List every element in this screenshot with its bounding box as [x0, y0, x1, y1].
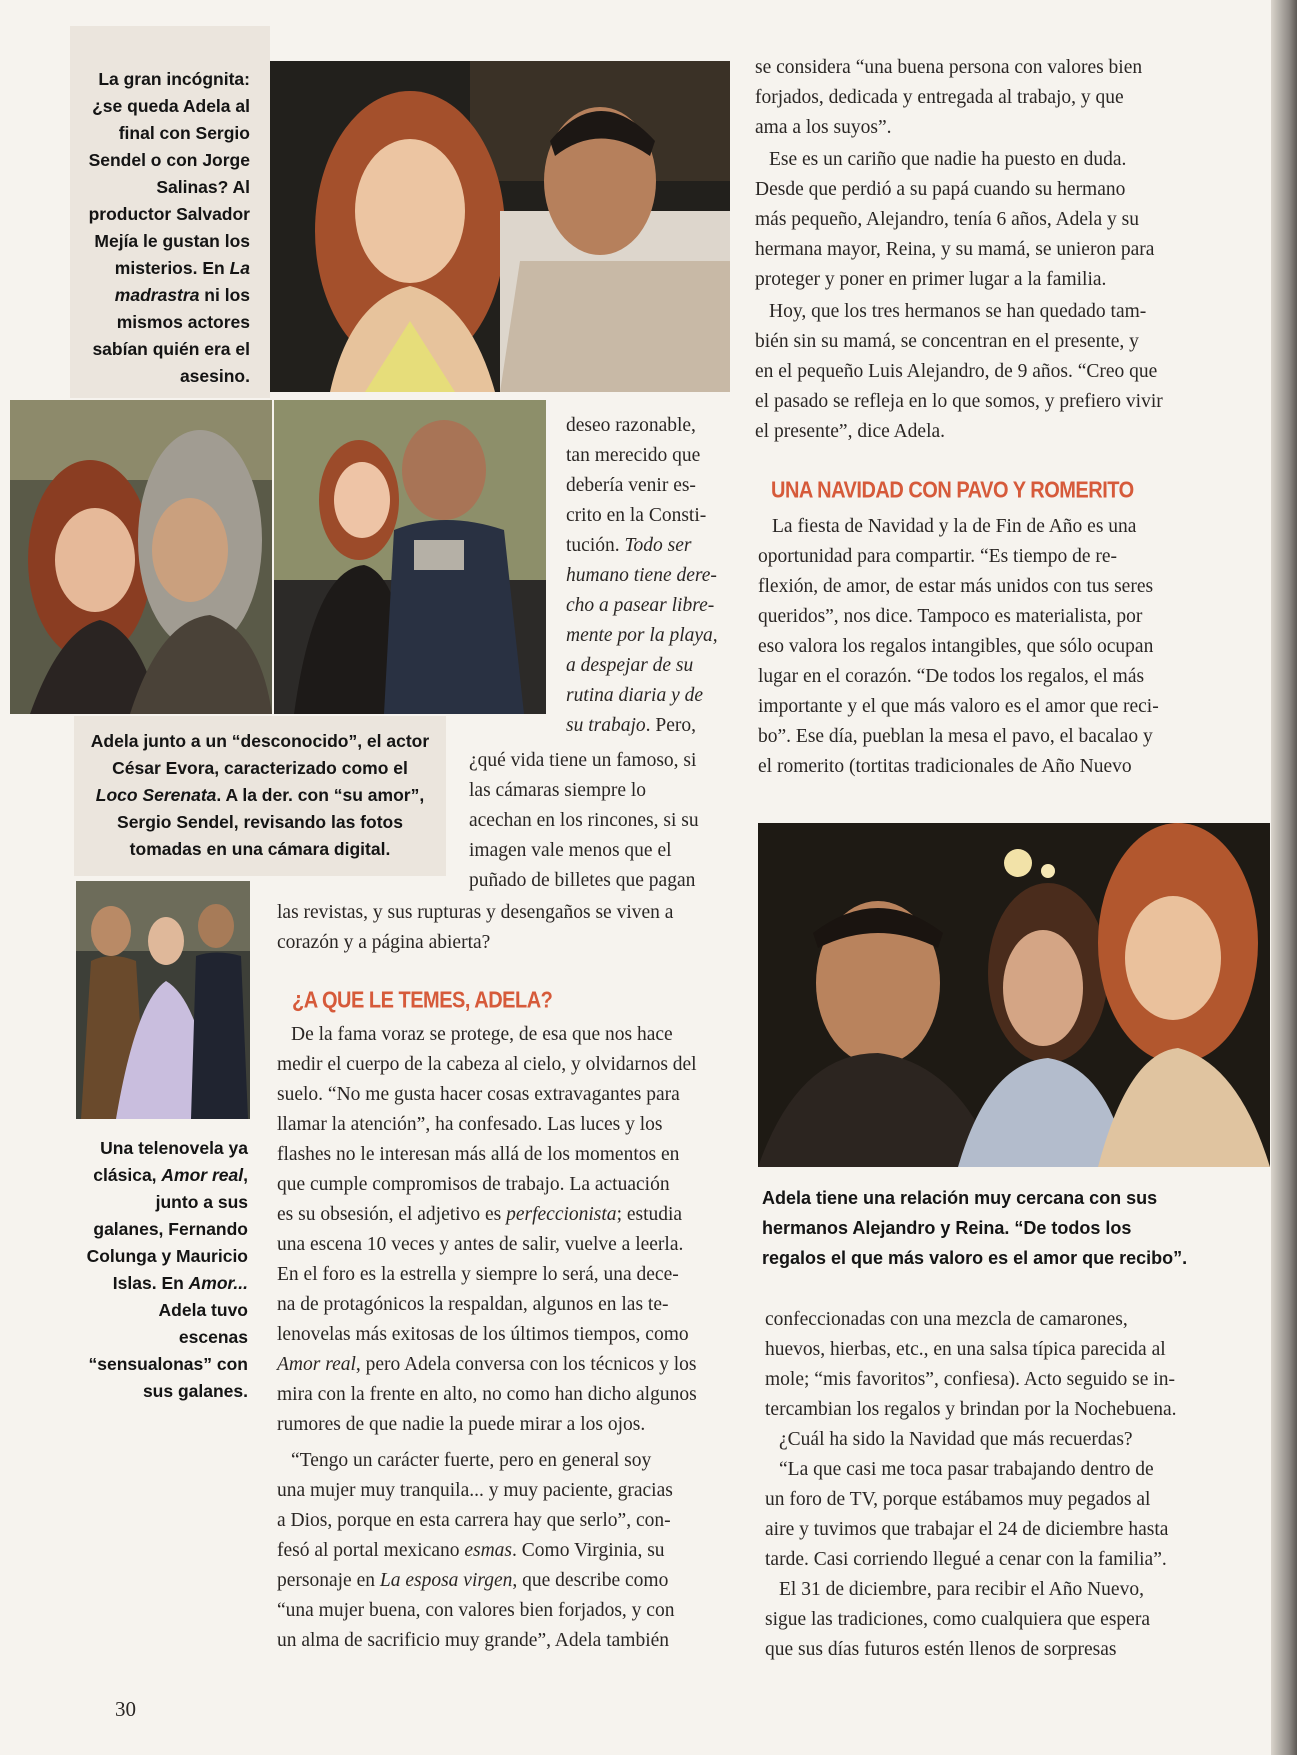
caption-line: final con Sergio [118, 123, 250, 143]
text-line: bién sin su mamá, se concentran en el presente, y [755, 331, 1139, 352]
caption-italic: madrastra [114, 285, 200, 305]
text-line: ama a los suyos”. [755, 117, 892, 138]
text-line: corazón y a página abierta? [277, 932, 491, 953]
caption-line: Sergio Sendel, revisando las fotos [117, 812, 403, 832]
caption-top-left [72, 66, 250, 390]
caption-line: Adela tuvo [158, 1300, 248, 1320]
article-right-column-bottom [765, 1305, 1220, 1665]
text-line: mole; “mis favoritos”, confiesa). Acto seguido se in- [765, 1369, 1175, 1390]
photo-adela-hermanos [758, 823, 1270, 1167]
text-line: puñado de billetes que pagan [469, 870, 696, 891]
text-line: oportunidad para compartir. “Es tiempo de re- [758, 546, 1117, 567]
caption-line: Salinas? Al [156, 177, 250, 197]
page-number: 30 [115, 1697, 136, 1721]
text-line: deseo razonable, [566, 415, 696, 436]
caption-line: hermanos Alejandro y Reina. “De todos los [762, 1218, 1132, 1238]
photo-adela-jorge-salinas [270, 61, 730, 392]
text-line: acechan en los rincones, si su [469, 810, 699, 831]
text-italic: La esposa virgen [379, 1570, 513, 1591]
article-wrap-column [469, 746, 732, 896]
caption-line: La gran incógnita: [98, 69, 250, 89]
caption-line: , [243, 1165, 248, 1185]
text-line: La fiesta de Navidad y la de Fin de Año es una [772, 516, 1137, 537]
text-line: bo”. Ese día, pueblan la mesa el pavo, el bacalao y [758, 726, 1153, 747]
article-right-column-navidad [758, 512, 1213, 782]
text-line: ; estudia [616, 1204, 683, 1225]
text-line: sigue las tradiciones, como cualquiera que espera [765, 1609, 1150, 1630]
text-italic: cho a pasear libre- [566, 595, 715, 616]
text-line: Ese es un cariño que nadie ha puesto en duda. [769, 149, 1127, 170]
caption-line: Colunga y Mauricio [86, 1246, 248, 1266]
caption-line: Mejía le gustan los [94, 231, 250, 251]
text-line: personaje en [277, 1570, 380, 1591]
text-italic: Todo ser [624, 535, 692, 556]
caption-line: Adela junto a un “desconocido”, el actor [90, 731, 430, 751]
text-line: las cámaras siempre lo [469, 780, 647, 801]
text-line: lenovelas más exitosas de los últimos tiempos, como [277, 1324, 689, 1345]
text-line: huevos, hierbas, etc., en una salsa típica parecida al [765, 1339, 1166, 1360]
text-line: el pasado se refleja en lo que somos, y prefiero vivir [755, 391, 1163, 412]
text-line: un alma de sacrificio muy grande”, Adela también [277, 1630, 670, 1651]
text-line: el romerito (tortitas tradicionales de Año Nuevo [758, 756, 1132, 777]
text-line: aire y tuvimos que trabajar el 24 de diciembre hasta [765, 1519, 1169, 1540]
text-line: medir el cuerpo de la cabeza al cielo, y olvidarnos del [277, 1054, 697, 1075]
photo-adela-cesar-evora [10, 400, 272, 714]
caption-line: Adela tiene una relación muy cercana con sus [762, 1188, 1158, 1208]
caption-line: ¿se queda Adela al [92, 96, 250, 116]
text-line: debería venir es- [566, 475, 696, 496]
text-line: tercambian los regalos y brindan por la Nochebuena. [765, 1399, 1177, 1420]
text-line: se considera “una buena persona con valores bien [755, 57, 1143, 78]
text-line: . Pero, [645, 715, 697, 736]
text-line: , que describe como [512, 1570, 669, 1591]
text-line: en el pequeño Luis Alejandro, de 9 años. “Creo que [755, 361, 1158, 382]
caption-line: tomadas en una cámara digital. [129, 839, 391, 859]
text-line: rumores de que nadie la puede mirar a los ojos. [277, 1414, 646, 1435]
text-line: que sus días futuros estén llenos de sorpresas [765, 1639, 1117, 1660]
caption-line: mismos actores [116, 312, 250, 332]
text-line: crito en la Consti- [566, 505, 707, 526]
text-italic: esmas [464, 1540, 513, 1561]
text-line: el presente”, dice Adela. [755, 421, 946, 442]
caption-line: regalos el que más valoro es el amor que recibo”. [762, 1248, 1188, 1268]
caption-line: junto a sus [155, 1192, 248, 1212]
text-line: un foro de TV, porque estábamos muy pegados al [765, 1489, 1151, 1510]
text-line: tarde. Casi corriendo llegué a cenar con la familia”. [765, 1549, 1167, 1570]
text-line: lugar en el corazón. “De todos los regalos, el más [758, 666, 1145, 687]
text-line: flashes no le interesan más allá de los momentos en [277, 1144, 680, 1165]
text-line: queridos”, nos dice. Tampoco es materialista, por [758, 606, 1143, 627]
text-line: Hoy, que los tres hermanos se han quedado tam- [769, 301, 1147, 322]
caption-middle-left [74, 728, 446, 863]
caption-italic: La [229, 258, 250, 278]
text-line: ¿Cuál ha sido la Navidad que más recuerdas? [779, 1429, 1133, 1450]
caption-line: . A la der. con “su amor”, [216, 785, 425, 805]
caption-line: Islas. En [112, 1273, 189, 1293]
text-line: na de protagónicos la respaldan, algunos en las te- [277, 1294, 669, 1315]
caption-italic: Loco Serenata [95, 785, 217, 805]
text-line: De la fama voraz se protege, de esa que nos hace [291, 1024, 673, 1045]
caption-line: Sendel o con Jorge [88, 150, 250, 170]
article-middle-column [277, 1020, 736, 1656]
text-line: flexión, de amor, de estar más unidos con tus seres [758, 576, 1154, 597]
text-line: . Como Virginia, su [512, 1540, 665, 1561]
text-line: “Tengo un carácter fuerte, pero en general soy [291, 1450, 652, 1471]
text-line: tución. [566, 535, 625, 556]
text-line: imagen vale menos que el [469, 840, 672, 861]
text-line: mira con la frente en alto, no como han dicho algunos [277, 1384, 697, 1405]
text-line: forjados, dedicada y entregada al trabajo, y que [755, 87, 1124, 108]
text-line: suelo. “No me gusta hacer cosas extravagantes para [277, 1084, 680, 1105]
text-line: “una mujer buena, con valores bien forjados, y con [277, 1600, 675, 1621]
caption-line: asesino. [179, 366, 250, 386]
photo-adela-sergio-sendel [274, 400, 546, 714]
text-italic: perfeccionista [506, 1204, 617, 1225]
caption-line: “sensualonas” con [88, 1354, 248, 1374]
caption-line: sabían quién era el [92, 339, 250, 359]
caption-line: sus galanes. [142, 1381, 248, 1401]
text-italic: rutina diaria y de [566, 685, 704, 706]
text-italic: mente por la playa, [566, 625, 718, 646]
text-line: a Dios, porque en esta carrera hay que serlo”, con- [277, 1510, 671, 1531]
article-right-column-top [755, 53, 1213, 447]
text-line: proteger y poner en primer lugar a la familia. [755, 269, 1107, 290]
text-line: llamar la atención”, ha confesado. Las luces y los [277, 1114, 663, 1135]
text-line: , pero Adela conversa con los técnicos y los [355, 1354, 697, 1375]
text-line: “La que casi me toca pasar trabajando dentro de [779, 1459, 1154, 1480]
caption-italic: Amor... [188, 1273, 248, 1293]
caption-italic: Amor real [161, 1165, 244, 1185]
text-line: importante y el que más valoro es el amor que reci- [758, 696, 1159, 717]
article-full-width-lines [277, 898, 732, 958]
text-line: confeccionadas con una mezcla de camarones, [765, 1309, 1128, 1330]
photo-amor-real-cast [76, 881, 250, 1119]
text-line: es su obsesión, el adjetivo es [277, 1204, 507, 1225]
caption-line: Una telenovela ya [100, 1138, 248, 1158]
caption-line: productor Salvador [88, 204, 250, 224]
caption-line: escenas [178, 1327, 248, 1347]
text-line: una escena 10 veces y antes de salir, vuelve a leerla. [277, 1234, 684, 1255]
text-line: hermana mayor, Reina, y su mamá, se unieron para [755, 239, 1155, 260]
text-italic: Amor real [277, 1354, 356, 1375]
caption-line: clásica, [93, 1165, 162, 1185]
text-italic: su trabajo [566, 715, 646, 736]
caption-line: ni los [199, 285, 250, 305]
text-line: ¿qué vida tiene un famoso, si [469, 750, 697, 771]
section-heading-navidad: UNA NAVIDAD CON PAVO Y ROMERITO [771, 478, 1134, 504]
text-line: fesó al portal mexicano [277, 1540, 465, 1561]
text-line: las revistas, y sus rupturas y desengaños se viven a [277, 902, 674, 923]
text-line: En el foro es la estrella y siempre lo será, una dece- [277, 1264, 679, 1285]
text-line: eso valora los regalos intangibles, que sólo ocupan [758, 636, 1154, 657]
caption-bottom-left [70, 1135, 248, 1405]
text-line: El 31 de diciembre, para recibir el Año Nuevo, [779, 1579, 1144, 1600]
text-line: una mujer muy tranquila... y muy paciente, gracias [277, 1480, 673, 1501]
text-line: tan merecido que [566, 445, 701, 466]
caption-line: misterios. En [114, 258, 230, 278]
caption-line: galanes, Fernando [93, 1219, 248, 1239]
caption-line: César Evora, caracterizado como el [112, 758, 408, 778]
caption-right-photo [762, 1183, 1262, 1273]
text-line: más pequeño, Alejandro, tenía 6 años, Adela y su [755, 209, 1139, 230]
article-narrow-column [566, 411, 732, 741]
text-italic: humano tiene dere- [566, 565, 717, 586]
section-heading-teme: ¿A QUE LE TEMES, ADELA? [292, 988, 553, 1014]
text-line: Desde que perdió a su papá cuando su hermano [755, 179, 1126, 200]
text-line: que cumple compromisos de trabajo. La actuación [277, 1174, 670, 1195]
page-binding-shadow [1271, 0, 1297, 1755]
text-italic: a despejar de su [566, 655, 694, 676]
